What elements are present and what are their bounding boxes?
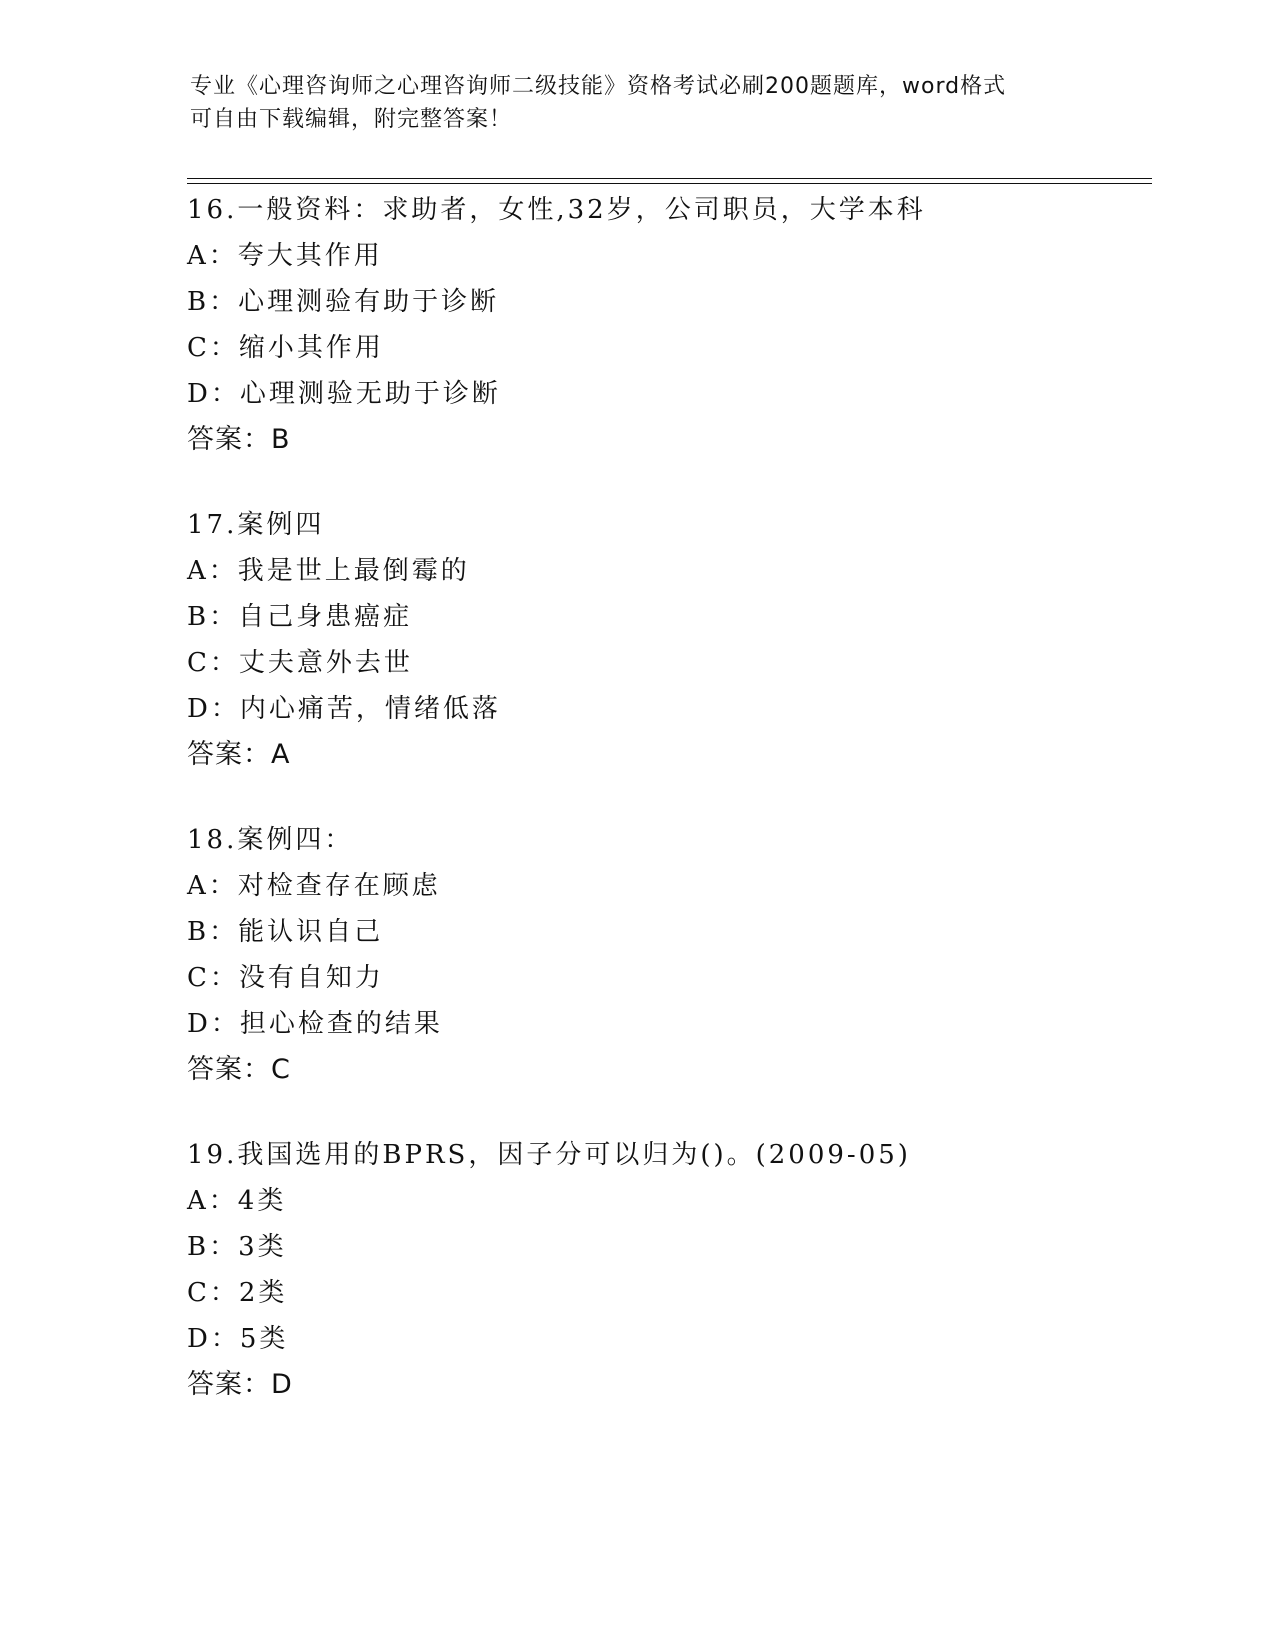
- question-17: [187, 502, 1147, 778]
- option-a: A：4类: [187, 1186, 287, 1216]
- header-divider-bottom: [187, 183, 1152, 184]
- option-d: D：内心痛苦，情绪低落: [187, 694, 501, 724]
- option-b: B：自己身患癌症: [187, 602, 413, 632]
- header-line-2: 可自由下载编辑，附完整答案！: [190, 107, 513, 132]
- option-d: D：心理测验无助于诊断: [187, 379, 501, 409]
- option-c: C：没有自知力: [187, 963, 384, 993]
- header-divider-top: [187, 178, 1152, 179]
- answer: 答案：A: [187, 739, 291, 770]
- option-a: A：夸大其作用: [187, 241, 383, 271]
- question-stem: 19.我国选用的BPRS，因子分可以归为()。(2009-05): [187, 1140, 911, 1170]
- answer: 答案：C: [187, 1054, 291, 1085]
- option-c: C：2类: [187, 1278, 288, 1308]
- question-stem: 16.一般资料：求助者，女性,32岁，公司职员，大学本科: [187, 195, 926, 225]
- question-stem: 18.案例四：: [187, 825, 354, 855]
- option-b: B：心理测验有助于诊断: [187, 287, 500, 317]
- question-16: [187, 187, 1147, 463]
- option-b: B：能认识自己: [187, 917, 384, 947]
- question-18: [187, 817, 1147, 1093]
- answer: 答案：B: [187, 424, 291, 455]
- document-header: [190, 70, 1090, 136]
- option-a: A：我是世上最倒霉的: [187, 556, 470, 586]
- option-d: D：担心检查的结果: [187, 1009, 443, 1039]
- option-c: C：缩小其作用: [187, 333, 384, 363]
- question-stem: 17.案例四: [187, 510, 325, 540]
- option-c: C：丈夫意外去世: [187, 648, 413, 678]
- option-d: D：5类: [187, 1324, 289, 1354]
- question-19: [187, 1132, 1147, 1408]
- option-a: A：对检查存在顾虑: [187, 871, 441, 901]
- option-b: B：3类: [187, 1232, 287, 1262]
- header-line-1: 专业《心理咨询师之心理咨询师二级技能》资格考试必刷200题题库，word格式: [190, 74, 1007, 99]
- answer: 答案：D: [187, 1369, 293, 1400]
